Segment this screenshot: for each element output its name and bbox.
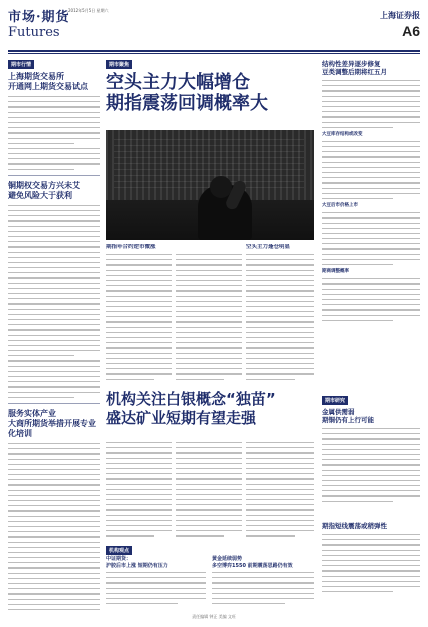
opinion-headline-1: 中证期货： 沪胶后市上涨 短期仍有压力 (106, 556, 168, 569)
right-headline-3: 期指短线震荡或稍弹性 (322, 522, 387, 530)
masthead (8, 6, 420, 46)
center-col-a (106, 254, 172, 384)
right-subhead-2: 大豆后市价格上市 (322, 203, 358, 209)
article-text (322, 428, 420, 502)
subhead-1: 期指年合约逆市微涨 (106, 244, 156, 250)
left-article-1-text (8, 96, 100, 170)
article-text (176, 254, 242, 380)
center-col-b (176, 254, 242, 384)
left-article-2-text (8, 205, 100, 398)
issue-date: 2012年5月5日 星期六 (68, 8, 109, 13)
article-text (322, 141, 420, 199)
masthead-rule-thin (8, 53, 420, 54)
center-section-tag: 期市聚焦 (106, 60, 132, 69)
article-text (106, 254, 172, 380)
paper-name: 上海证券报 (380, 10, 420, 20)
center-col-c (246, 244, 314, 384)
right-subhead-3: 期商调整概率 (322, 269, 349, 275)
right-headline-2: 金属供需弱 期铜仍有上行可能 (322, 408, 374, 424)
right-column (322, 60, 420, 390)
article-text (106, 572, 206, 604)
article-text (322, 278, 420, 321)
center-bottom (106, 546, 314, 608)
right-second-story (322, 396, 420, 516)
article-text (246, 254, 314, 380)
article-text (246, 442, 314, 537)
right-third-story (322, 522, 420, 610)
divider (8, 403, 100, 404)
center-col-e (176, 442, 242, 542)
article-text (322, 534, 420, 592)
article-text (106, 442, 172, 537)
page-number: A6 (402, 23, 420, 39)
article-text (176, 442, 242, 537)
main-headline: 空头主力大幅增仓 期指震荡回调概率大 (106, 72, 268, 114)
section-title: 市场·期货 (8, 10, 70, 25)
trader-photo (106, 130, 314, 240)
right-section-tag: 期市研究 (322, 396, 348, 405)
article-text (322, 80, 420, 128)
subhead-2: 空头主力逢仓明显 (246, 244, 291, 250)
opinion-tag: 机构观点 (106, 546, 132, 555)
left-headline-2: 铜期权交易方兴未艾 避免风险大于获利 (8, 180, 80, 200)
left-column (8, 60, 100, 610)
center-col-f (246, 442, 314, 542)
masthead-rule (8, 50, 420, 52)
left-section-tag: 期市行情 (8, 60, 34, 69)
section-subtitle: Futures (8, 25, 60, 40)
opinion-headline-2: 黄金延续弱势 多空博弈1550 前期震荡思路仍有效 (212, 556, 293, 569)
center-second-story (106, 390, 314, 440)
right-subhead-1: 大豆库存结构或改变 (322, 131, 363, 137)
divider (8, 175, 100, 176)
right-headline-1: 结构性差异逐步修复 豆类调整后期将红五月 (322, 60, 387, 76)
left-article-3-text (8, 443, 100, 610)
left-headline-1: 上海期货交易所 开通网上期货交易试点 (8, 72, 88, 91)
page-footer: 责任编辑 钟正 美编 文旺 (192, 614, 236, 619)
article-text (212, 572, 314, 604)
center-col-d (106, 442, 172, 542)
article-text (322, 212, 420, 265)
left-headline-3: 服务实体产业 大商所期货举措开展专业化培训 (8, 408, 96, 438)
second-headline: 机构关注白银概念“独苗” 盛达矿业短期有望走强 (106, 390, 276, 427)
center-top-story (106, 60, 314, 130)
